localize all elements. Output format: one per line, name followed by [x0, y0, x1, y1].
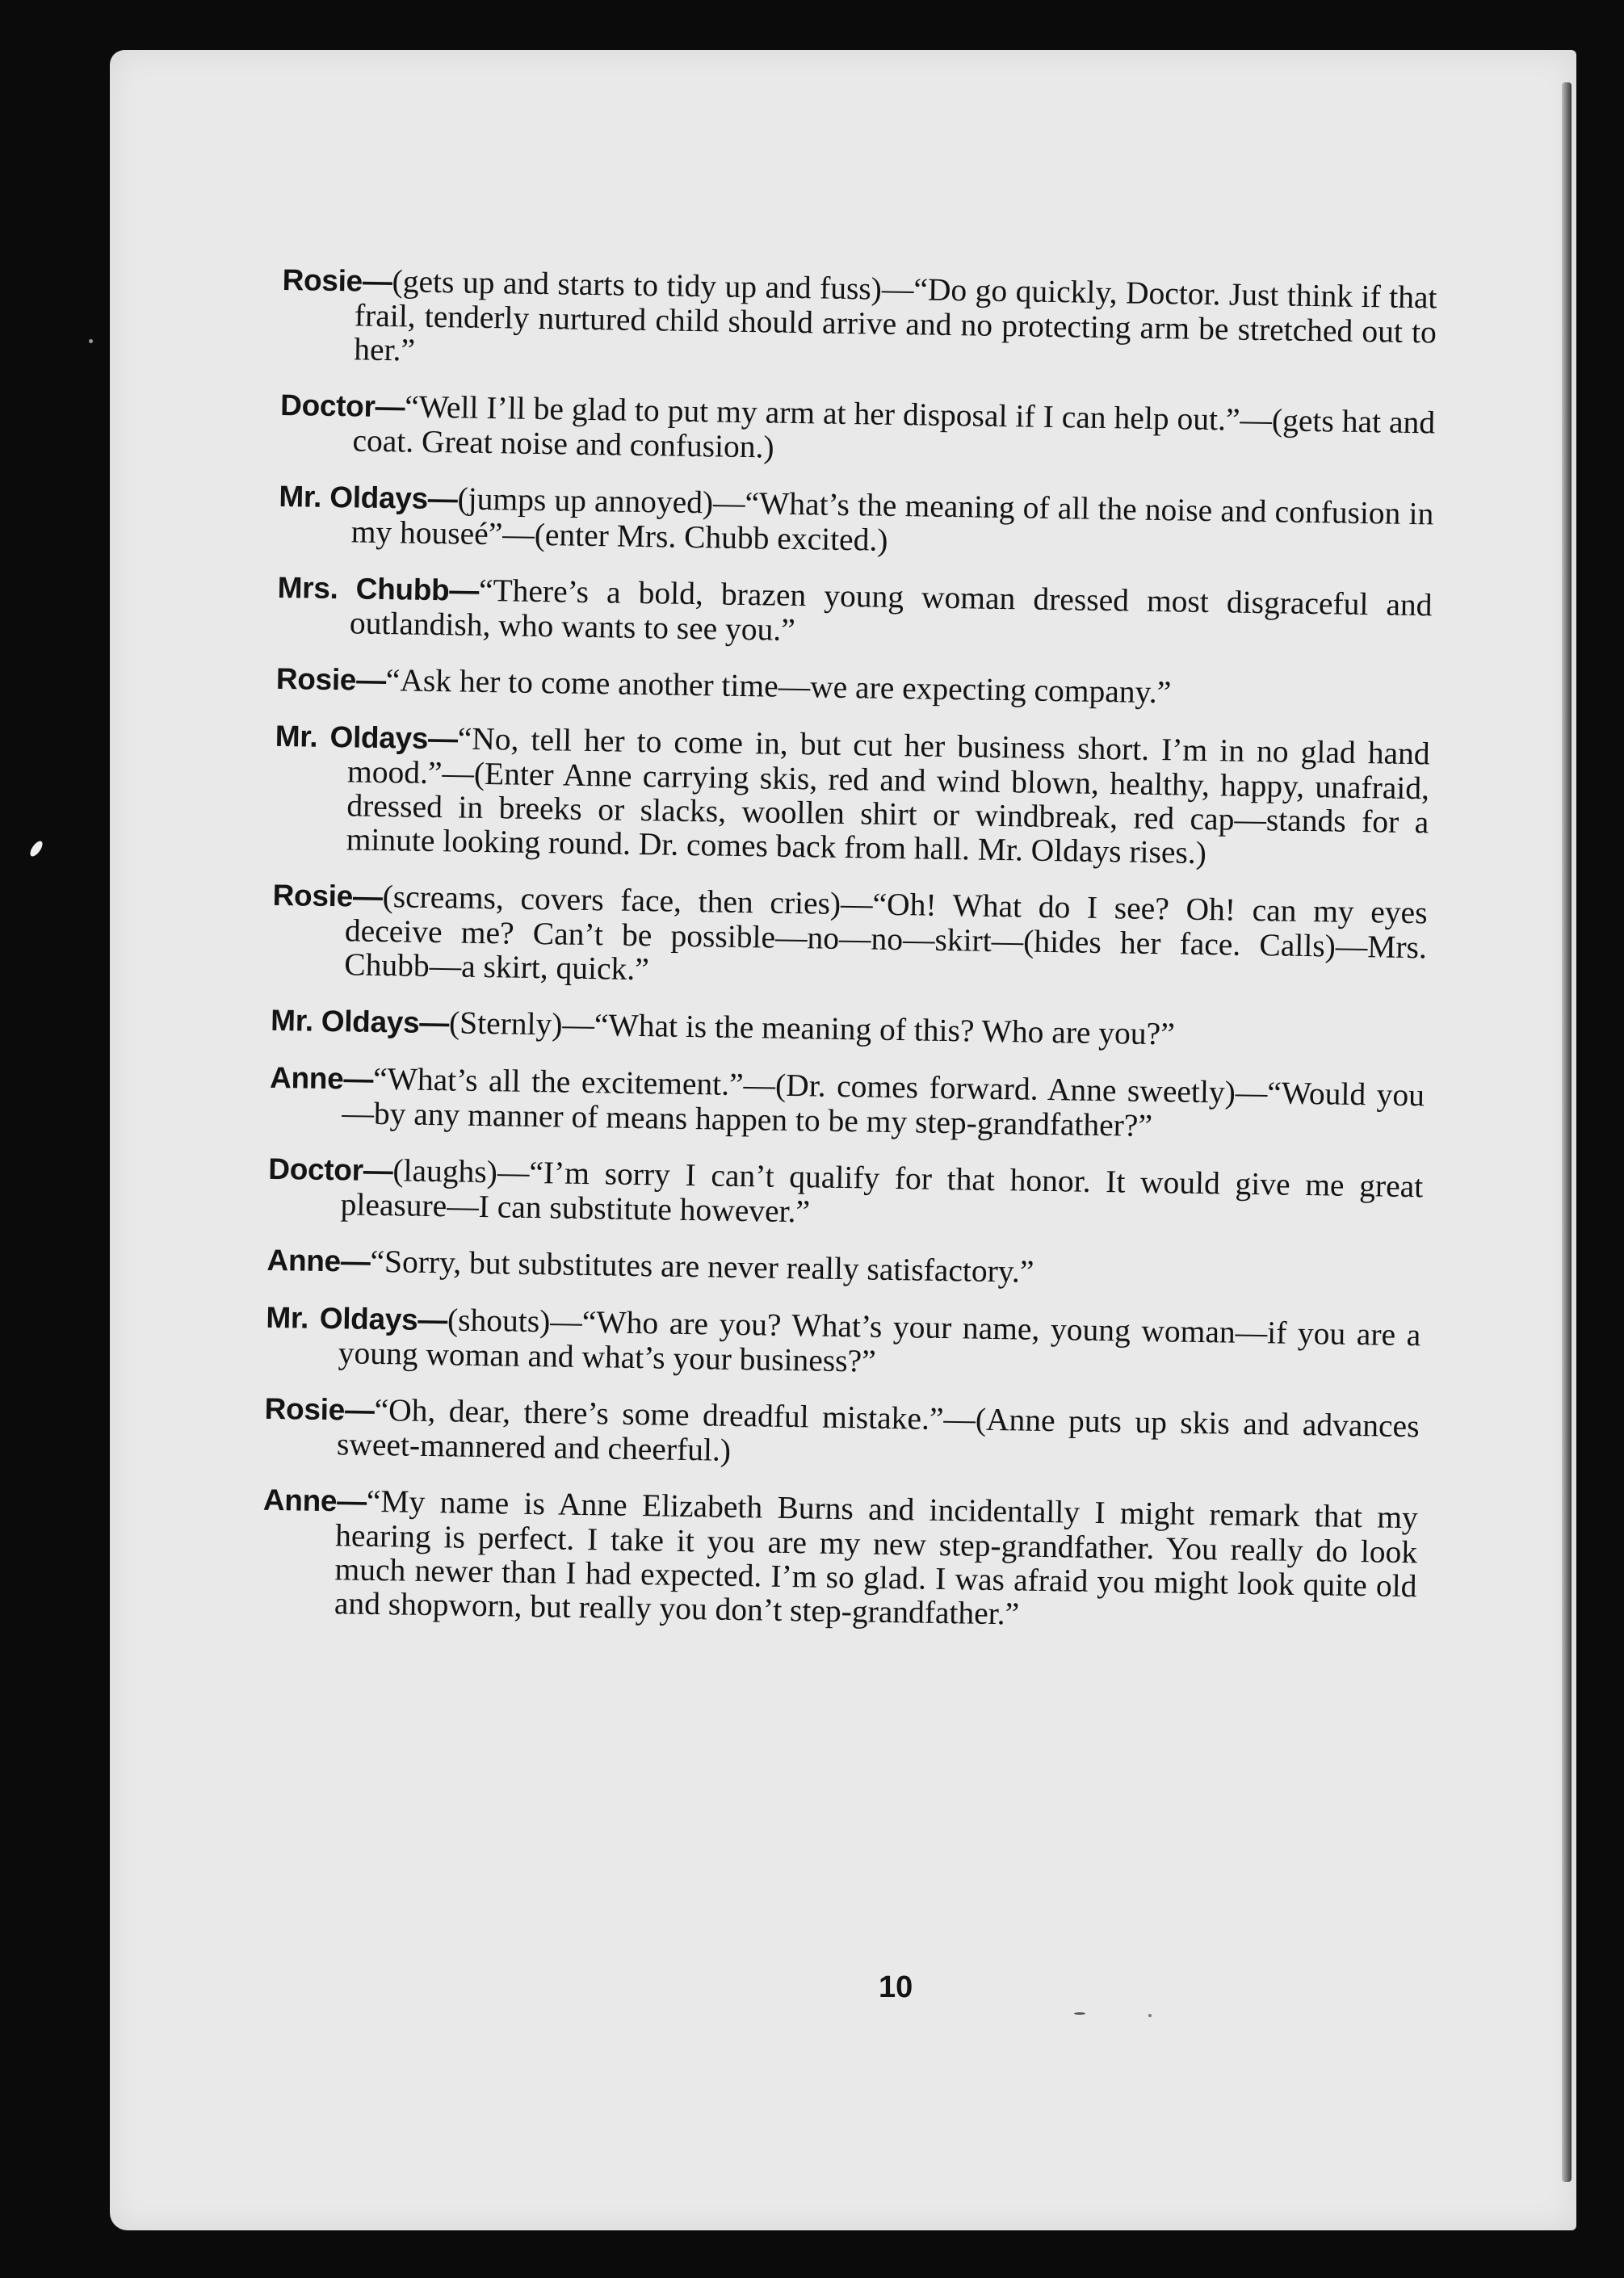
- dialogue-text: “Oh, dear, there’s some dreadful mistake.”—(Anne puts up skis and advances sweet-mannered and cheerful.): [336, 1391, 1420, 1468]
- speaker-name: Mr. Oldays—: [266, 1300, 448, 1337]
- dialogue-text: (shouts)—“Who are you? What’s your name, young woman—if you are a young woman and what’s your business?”: [338, 1302, 1421, 1379]
- dialogue-entry: [271, 878, 1428, 998]
- dialogue-entry: [269, 1060, 1425, 1147]
- dialogue-entry: [281, 262, 1437, 383]
- dialogue-text: “There’s a bold, brazen young woman dressed most disgraceful and outlandish, who wants to see you.”: [349, 572, 1433, 648]
- dialogue-text: (jumps up annoyed)—“What’s the meaning of all the noise and confusion in my houseé”—(enter Mrs. Chubb excited.): [350, 480, 1434, 558]
- speaker-name: Anne—: [269, 1060, 374, 1096]
- speaker-name: Anne—: [262, 1483, 367, 1518]
- dialogue-entry: [267, 1152, 1423, 1238]
- scan-speck: [89, 339, 93, 343]
- dialogue-entry: [271, 1003, 1425, 1055]
- dialogue-entry: [264, 1391, 1420, 1478]
- scan-speck: [1074, 2012, 1085, 2015]
- dialogue-text: “What’s all the excitement.”—(Dr. comes forward. Anne sweetly)—“Would you—by any manner of means happen to be my step-grandfather?”: [342, 1060, 1425, 1144]
- dialogue-entry: [278, 479, 1433, 565]
- speaker-name: Mr. Oldays—: [270, 1003, 450, 1040]
- page-edge-shadow: [1562, 82, 1572, 2182]
- page-number: 10: [879, 1970, 913, 2004]
- dialogue-entry: [266, 1243, 1421, 1295]
- speaker-name: Mr. Oldays—: [275, 719, 459, 756]
- speaker-name: Doctor—: [279, 388, 405, 424]
- dialogue-text: (screams, covers face, then cries)—“Oh! What do I see? Oh! can my eyes deceive me? Can’t be possible—no—no—skirt—(hides her face. Calls)—Mrs. Chubb—a skirt, quick.”: [344, 879, 1428, 988]
- speaker-name: Doctor—: [268, 1152, 393, 1188]
- scan-speck: [1148, 2014, 1152, 2017]
- dialogue-text: (laughs)—“I’m sorry I can’t qualify for that honor. It would give me great pleasure—I can substitute however.”: [340, 1152, 1424, 1230]
- speaker-name: Anne—: [266, 1243, 371, 1278]
- dialogue-text: “My name is Anne Elizabeth Burns and incidentally I might remark that my hearing is perfect. I take it you are my new step-grandfather. You really do look much newer than I had expected. I’m so glad. I was afraid you might look quite old and shopworn, but really you don’t step-grandfather.”: [334, 1483, 1419, 1632]
- speaker-name: Rosie—: [282, 262, 392, 299]
- dialogue-text: “Well I’ll be glad to put my arm at her disposal if I can help out.”—(gets hat and coat. Great noise and confusion.): [352, 388, 1436, 465]
- speaker-name: Mr. Oldays—: [279, 479, 458, 516]
- dialogue-text: (Sternly)—“What is the meaning of this? Who are you?”: [448, 1005, 1176, 1052]
- dialogue-text: “Ask her to come another time—we are expecting company.”: [385, 662, 1172, 711]
- speaker-name: Rosie—: [272, 878, 383, 914]
- dialogue-entry: [262, 1483, 1418, 1637]
- dialogue-text: “No, tell her to come in, but cut her business short. I’m in no glad hand mood.”—(Enter Anne carrying skis, red and wind blown, healthy, happy, unafraid, dressed in breeks or slacks, woollen shirt or windbreak, red cap—stands for a minute looking round. Dr. comes back from hall. Mr. Oldays rises.): [346, 720, 1430, 871]
- speaker-name: Mrs. Chubb—: [277, 570, 480, 607]
- dialogue-entry: [276, 661, 1431, 714]
- dialogue-entry: [279, 388, 1435, 474]
- script-text: [261, 262, 1437, 1659]
- dialogue-entry: [273, 719, 1429, 873]
- dialogue-text: (gets up and starts to tidy up and fuss)—“Do go quickly, Doctor. Just think if that frail, tenderly nurtured child should arrive and no protecting arm be stretched out to her.”: [353, 263, 1437, 368]
- dialogue-entry: [277, 570, 1433, 657]
- speaker-name: Rosie—: [264, 1391, 375, 1427]
- dialogue-entry: [265, 1300, 1420, 1387]
- speaker-name: Rosie—: [275, 661, 387, 698]
- scan-speck: [28, 839, 45, 858]
- dialogue-text: “Sorry, but substitutes are never really satisfactory.”: [370, 1243, 1034, 1290]
